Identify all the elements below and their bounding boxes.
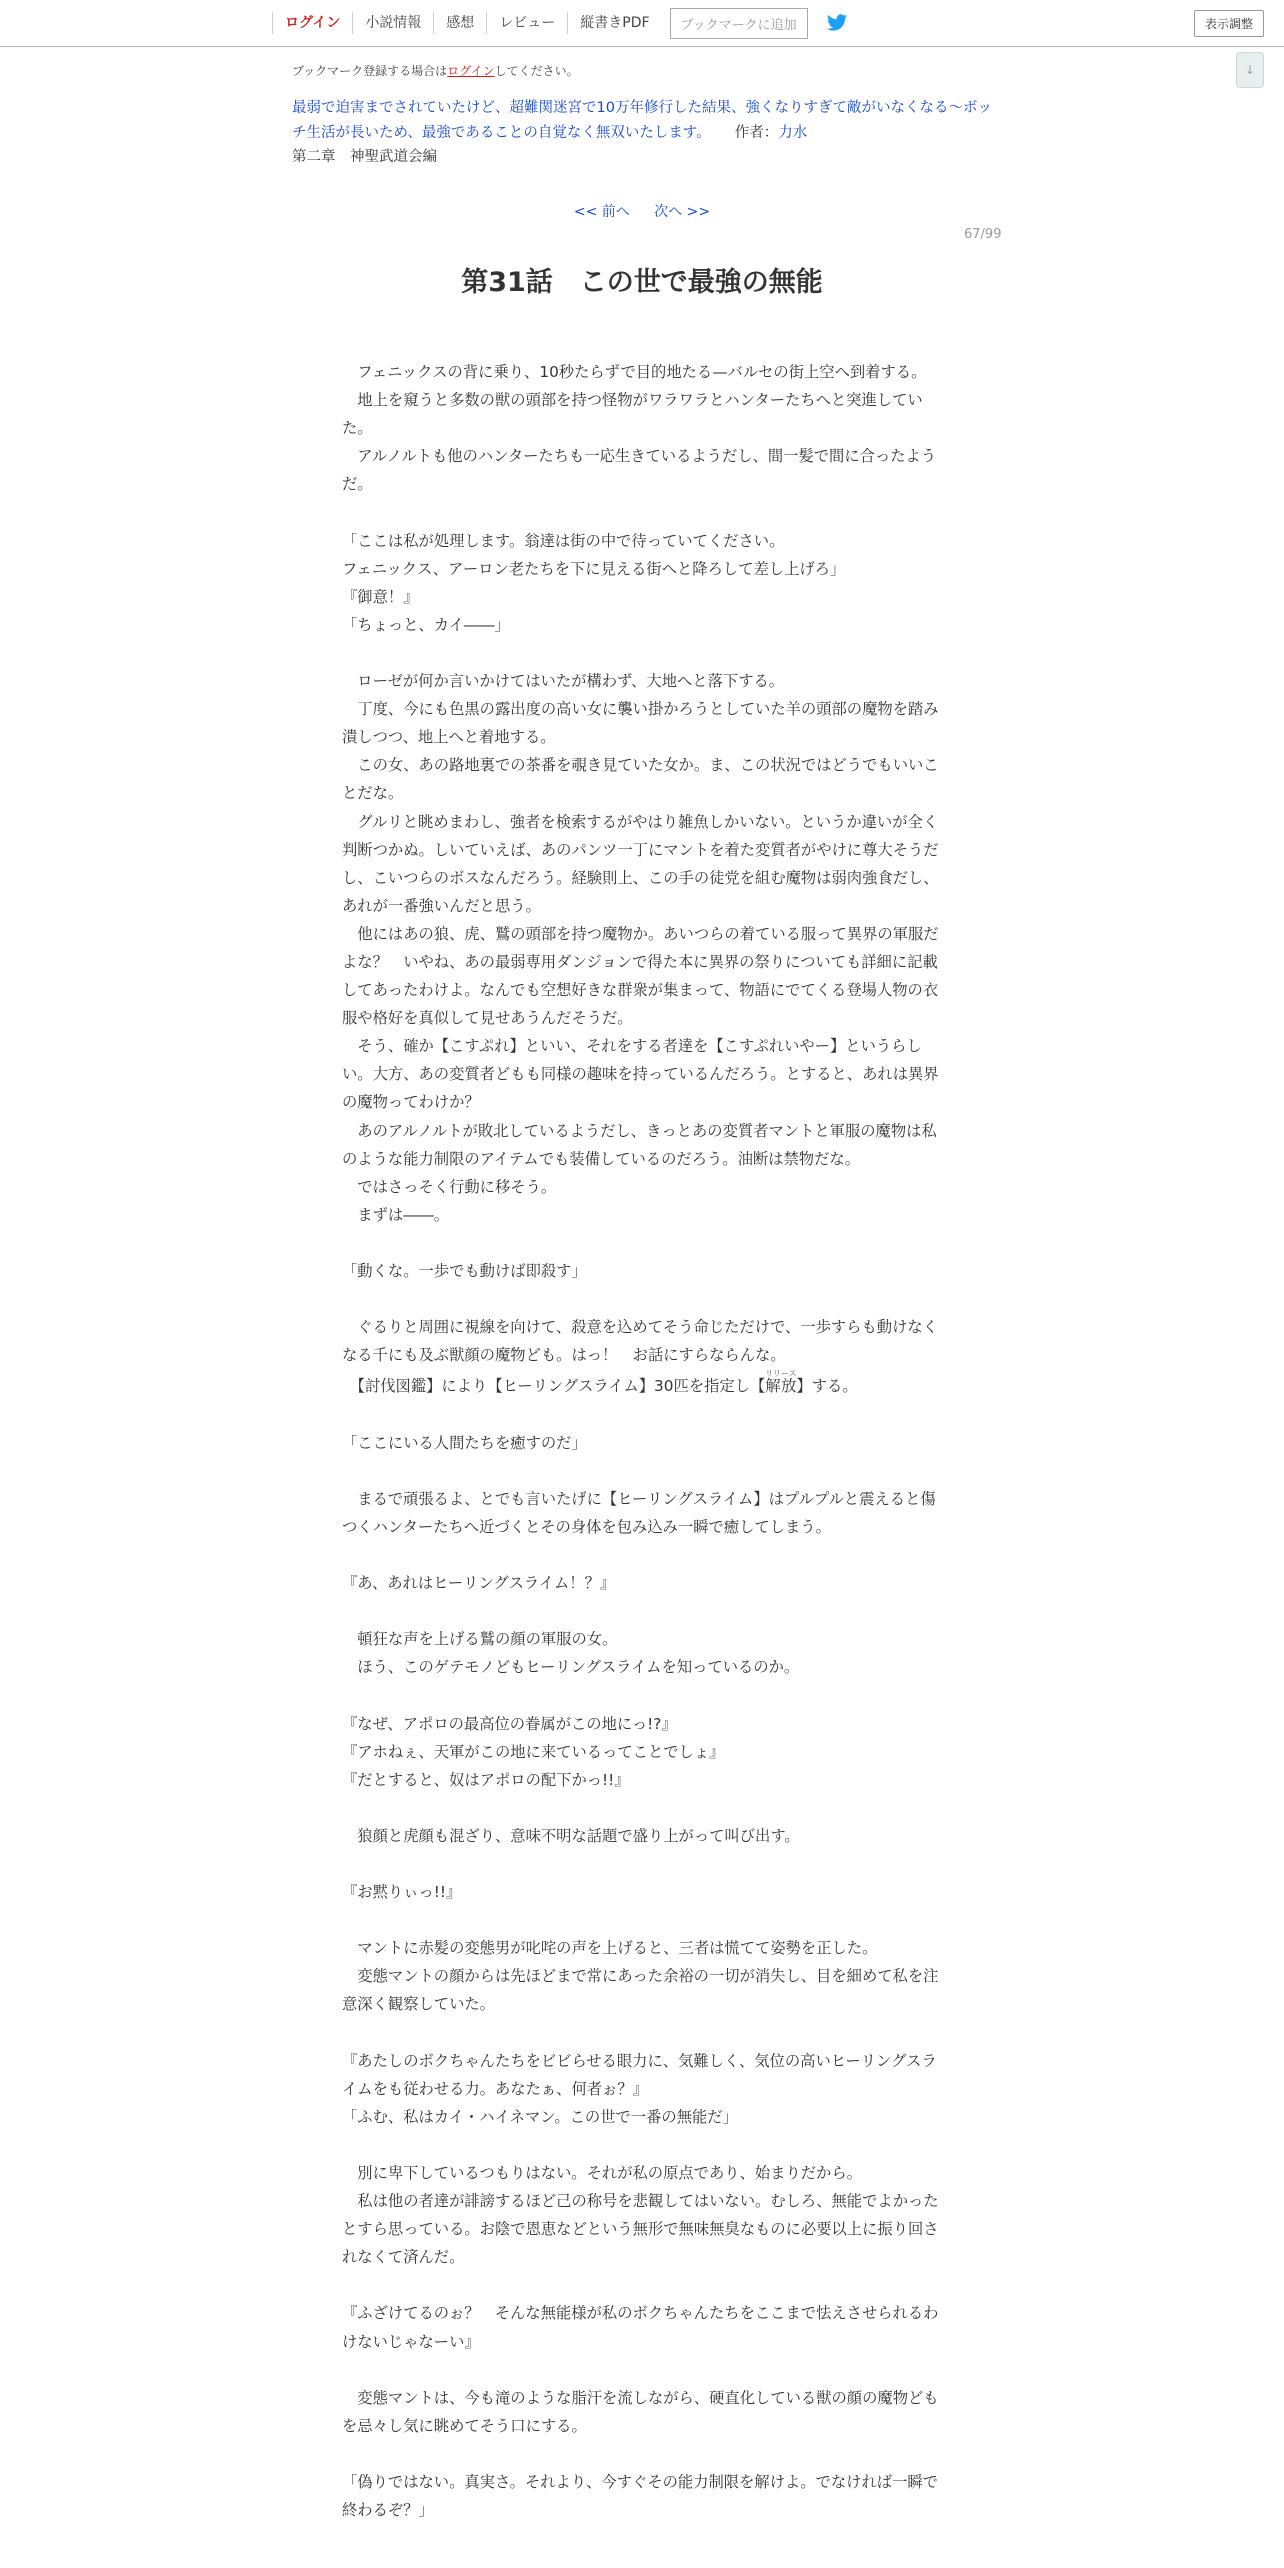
header-nav: [272, 0, 850, 46]
body-paragraph: 別に卑下しているつもりはない。それが私の原点であり、始まりだから。: [342, 2164, 862, 2182]
blank-line: [342, 2019, 942, 2047]
body-paragraph: そう、確か【こすぷれ】といい、それをする者達を【こすぷれいやー】というらしい。大方、あの変質者どもも同様の趣味を持っているんだろう。とすると、あれは異界の魔物ってわけか？: [342, 1037, 939, 1112]
author-info: [735, 125, 808, 141]
body-paragraph: 丁度、今にも色黒の露出度の高い女に襲い掛かろうとしていた羊の頭部の魔物を踏み潰しつつ、地上へと着地する。: [342, 700, 939, 747]
nav-review-link[interactable]: レビュー: [486, 12, 567, 34]
nav-login-link[interactable]: ログイン: [272, 12, 352, 34]
bookmark-add-button[interactable]: ブックマークに追加: [670, 8, 808, 39]
body-paragraph: マントに赤髪の変態男が叱咤の声を上げると、三者は慌てて姿勢を正した。: [342, 1939, 878, 1958]
blank-line: [342, 1541, 942, 1569]
body-paragraph: 「ここにいる人間たちを癒すのだ」: [342, 1433, 587, 1452]
body-paragraph: 『だとすると、奴はアポロの配下かっ!!』: [342, 1770, 630, 1789]
blank-line: [342, 1285, 942, 1313]
body-paragraph: 変態マントは、今も滝のような脂汗を流しながら、硬直化している獣の顔の魔物どもを忌々し気に眺めてそう口にする。: [342, 2388, 939, 2435]
body-paragraph: 「ふむ、私はカイ・ハイネマン。この世で一番の無能だ」: [342, 2107, 738, 2126]
blank-line: [342, 498, 942, 526]
blank-line: [342, 1457, 942, 1485]
novel-title-link[interactable]: 最弱で迫害までされていたけど、超難関迷宮で10万年修行した結果、強くなりすぎて敵がいなくなる～ボッチ生活が長いため、最強であることの自覚なく無双いたします。: [292, 100, 992, 141]
body-paragraph: フェニックス、アーロン老たちを下に見える街へと降ろして差し上げろ」: [342, 559, 846, 578]
body-paragraph: まるで頑張るよ、とでも言いたげに【ヒーリングスライム】はプルプルと震えると傷つくハンターたちへ近づくとその身体を包み込み一瞬で癒してしまう。: [342, 1489, 936, 1536]
blank-line: [342, 2271, 942, 2299]
body-paragraph: グルリと眺めまわし、強者を検索するがやはり雑魚しかいない。というか違いが全く判断つかぬ。しいていえば、あのパンツ一丁にマントを着た変質者がやけに尊大そうだし、こいつらのボスなんだろう。経験則上、この手の徒党を組む魔物は弱肉強食だし、あれが一番強いんだと思う。: [342, 812, 939, 915]
body-paragraph: 『お黙りぃっ!!』: [342, 1883, 462, 1902]
chapter-title: 第二章 神聖武道会編: [292, 149, 437, 165]
body-paragraph: ぐるりと周囲に視線を向けて、殺意を込めてそう命じただけで、一歩すらも動けなくなる千にも及ぶ獣顔の魔物ども。はっ！ お話にすらならんな。: [342, 1318, 938, 1365]
episode-title: 第31話 この世で最強の無能: [461, 267, 823, 298]
body-paragraph: 「偽りではない。真実さ。それより、今すぐその能力制限を解けよ。でなければ一瞬で終わるぞ？」: [342, 2473, 938, 2520]
blank-line: [342, 1229, 942, 1257]
body-paragraph: 『あたしのボクちゃんたちをビビらせる眼力に、気難しく、気位の高いヒーリングスライムをも従わせる力。あなたぁ、何者ぉ？』: [342, 2051, 937, 2098]
down-arrow-icon: ↓: [1244, 63, 1256, 77]
author-link[interactable]: 力水: [778, 125, 808, 141]
body-paragraph: ローゼが何か言いかけてはいたが構わず、大地へと落下する。: [342, 672, 785, 691]
body-paragraph: 頓狂な声を上げる鷲の顔の軍服の女。: [342, 1630, 618, 1649]
blank-line: [342, 2440, 942, 2468]
blank-line: [342, 2131, 942, 2159]
blank-line: [342, 2356, 942, 2384]
novel-body: [342, 358, 942, 2524]
body-paragraph: 『アホねぇ、天軍がこの地に来ているってことでしょ』: [342, 1742, 725, 1761]
body-paragraph: 変態マントの顔からは先ほどまで常にあった余裕の一切が消失し、目を細めて私を注意深く観察していた。: [342, 1967, 939, 2014]
body-paragraph: あのアルノルトが敗北しているようだし、きっとあの変質者マントと軍服の魔物は私のような能力制限のアイテムでも装備しているのだろう。油断は禁物だな。: [342, 1121, 937, 1168]
blank-line: [342, 1794, 942, 1822]
episode-counter: 67/99: [964, 227, 1002, 242]
nav-vertical-pdf-link[interactable]: 縦書きPDF: [567, 12, 661, 34]
next-page-link[interactable]: 次へ >>: [654, 204, 711, 220]
body-paragraph: 私は他の者達が誹謗するほど己の称号を悲観してはいない。むしろ、無能でよかったとすら思っている。お陰で恩恵などという無形で無味無臭なものに必要以上に振り回されなくて済んだ。: [342, 2192, 939, 2267]
blank-line: [342, 1906, 942, 1934]
scroll-down-button[interactable]: [1236, 52, 1264, 88]
author-label: 作者：: [734, 125, 779, 141]
pager: [0, 201, 1284, 221]
display-settings-button[interactable]: 表示調整: [1194, 10, 1264, 37]
blank-line: [342, 1850, 942, 1878]
body-paragraph: アルノルトも他のハンターたちも一応生きているようだし、間一髪で間に合ったようだ。: [342, 447, 937, 494]
bookmark-note-text-end: してください。: [494, 64, 579, 78]
body-paragraph: フェニックスの背に乗り、10秒たらずで目的地たる—バルセの街上空へ到着する。: [342, 363, 927, 381]
bookmark-note-login-link[interactable]: ログイン: [447, 64, 495, 78]
top-navigation-bar: [0, 0, 1284, 47]
body-paragraph: 『あ、あれはヒーリングスライム！？』: [342, 1574, 616, 1593]
body-paragraph: 「ここは私が処理します。翁達は街の中で待っていてください。: [342, 531, 785, 550]
body-paragraph: 地上を窺うと多数の獣の頭部を持つ怪物がワラワラとハンターたちへと突進していた。: [342, 391, 923, 438]
body-paragraph: 【討伐図鑑】により【ヒーリングスライム】30匹を指定し【解放リリース】する。: [342, 1369, 858, 1396]
bookmark-note-text: ブックマーク登録する場合は: [292, 64, 448, 78]
body-paragraph: 「ちょっと、カイ――」: [342, 615, 510, 634]
blank-line: [342, 1400, 942, 1428]
body-paragraph: 他にはあの狼、虎、鷲の頭部を持つ魔物か。あいつらの着ている服って異界の軍服だよな？ いやね、あの最弱専用ダンジョンで得た本に異界の祭りについても詳細に記載してあったわけよ。なんでも空想好きな群衆が集まって、物語にでてくる登場人物の衣服や格好を真似して見せあうんだそうだ。: [342, 924, 939, 1028]
ruby-reading: リリース: [765, 1369, 797, 1379]
prev-page-link[interactable]: << 前へ: [573, 204, 630, 220]
body-paragraph: 『ふざけてるのぉ？ そんな無能様が私のボクちゃんたちをここまで怯えさせられるわけないじゃなーい』: [342, 2304, 939, 2351]
body-paragraph: 『御意！』: [342, 587, 419, 606]
blank-line: [342, 1597, 942, 1625]
body-paragraph: この女、あの路地裏での茶番を覗き見ていた女か。ま、この状況ではどうでもいいことだな。: [342, 756, 939, 803]
nav-novel-info-link[interactable]: 小説情報: [352, 12, 433, 34]
body-paragraph: まずは――。: [342, 1205, 450, 1224]
body-paragraph: 『なぜ、アポロの最高位の眷属がこの地にっ!?』: [342, 1714, 677, 1733]
body-paragraph: ほう、このゲテモノどもヒーリングスライムを知っているのか。: [342, 1658, 800, 1677]
twitter-bird-icon[interactable]: [824, 12, 850, 34]
body-paragraph: 「動くな。一歩でも動けば即殺す」: [342, 1262, 587, 1280]
blank-line: [342, 1681, 942, 1709]
body-paragraph: 狼顔と虎顔も混ざり、意味不明な話題で盛り上がって叫び出す。: [342, 1826, 800, 1845]
body-paragraph: ではさっそく行動に移そう。: [342, 1177, 557, 1196]
nav-impressions-link[interactable]: 感想: [433, 12, 486, 34]
blank-line: [342, 639, 942, 667]
bookmark-login-note: [292, 62, 579, 79]
novel-title-block: [292, 96, 1004, 146]
ruby-annotation: 解放リリース: [765, 1369, 797, 1396]
